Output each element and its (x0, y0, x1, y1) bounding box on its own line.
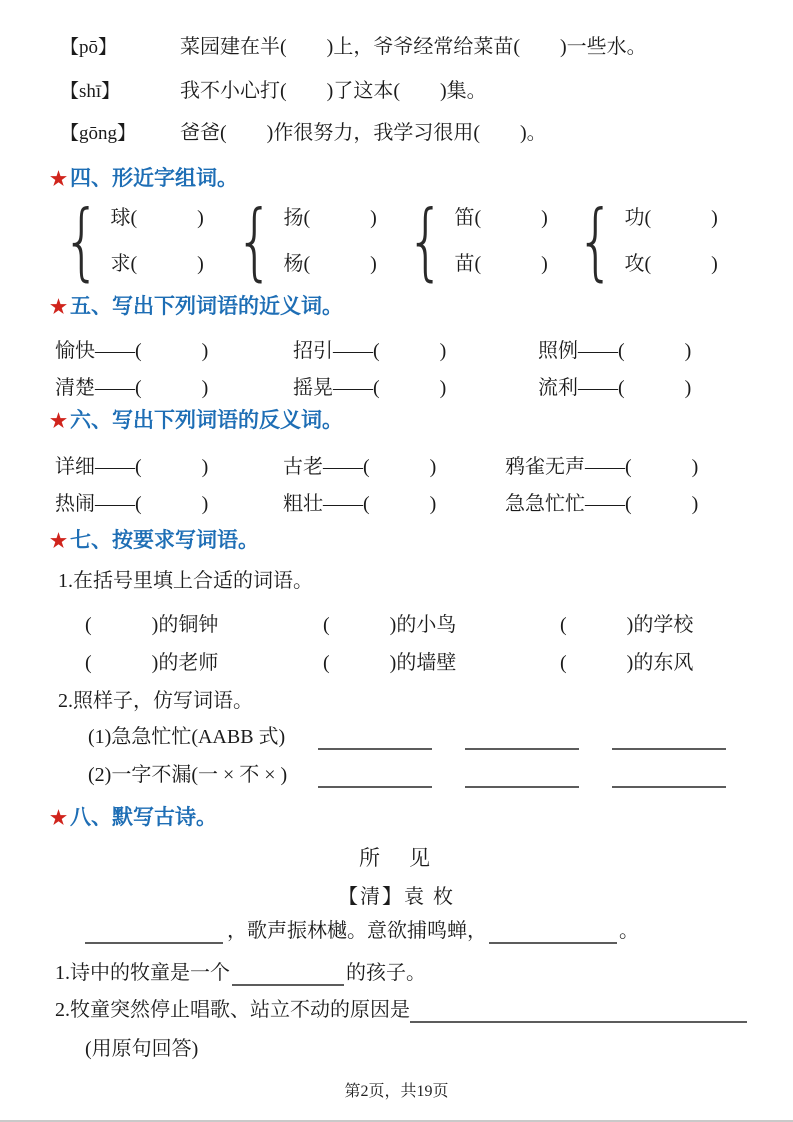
pinyin-item (60, 78, 487, 105)
poem-line-end: 。 (619, 920, 639, 942)
brace-group (55, 192, 204, 290)
pinyin-key: 【shī】 (60, 81, 121, 102)
poem-title: 所 见 (359, 846, 434, 870)
brace-icon: { (576, 192, 615, 290)
poem-line-text: ，歌声振林樾。意欲捕鸣蝉， (227, 920, 487, 942)
section-seven-heading (50, 524, 259, 554)
imitation-label: (1)急急忙忙(AABB 式) (88, 726, 286, 748)
section-four-title: 四、形近字组词。 (70, 166, 239, 190)
antonym-item: 详细——( ) (55, 456, 209, 478)
section-six-heading (50, 404, 343, 434)
star-icon: ★ (50, 808, 68, 829)
phrase-row (0, 608, 793, 636)
pinyin-item (60, 120, 547, 147)
brace-group-top: 球( ) (110, 207, 204, 229)
antonym-item: 鸦雀无声——( ) (505, 456, 699, 478)
synonym-item: 照例——( ) (538, 340, 692, 362)
pinyin-sentence: 我不小心打( )了这本( )集。 (180, 80, 487, 102)
word-imitation-row (88, 762, 748, 788)
brace-group (399, 192, 548, 290)
section-five-title: 五、写出下列词语的近义词。 (70, 294, 344, 318)
antonym-item: 粗壮——( ) (283, 493, 437, 515)
question-text: 2.牧童突然停止唱歌、站立不动的原因是 (55, 999, 410, 1021)
brace-group-bottom: 攻( ) (624, 253, 718, 275)
sub-question-label: 2.照样子，仿写词语。 (58, 690, 253, 712)
phrase-item: ( )的学校 (560, 614, 694, 636)
answer-blank (410, 1007, 747, 1023)
synonym-item: 清楚——( ) (55, 377, 209, 399)
section-seven-title: 七、按要求写词语。 (70, 528, 260, 552)
section-eight-title: 八、默写古诗。 (70, 805, 218, 829)
synonym-item: 摇晃——( ) (293, 377, 447, 399)
pinyin-item (60, 34, 647, 61)
phrase-item: ( )的铜钟 (85, 614, 219, 636)
phrase-item: ( )的墙壁 (323, 652, 457, 674)
synonym-row (0, 371, 793, 399)
answer-blank (465, 734, 579, 750)
question-text: 1.诗中的牧童是一个 (55, 962, 230, 984)
brace-group-top: 笛( ) (454, 207, 548, 229)
word-imitation-row (88, 724, 748, 750)
brace-group (228, 192, 377, 290)
section-five-heading (50, 290, 343, 320)
answer-blank (465, 772, 579, 788)
synonym-row (0, 334, 793, 362)
brace-icon: { (62, 192, 101, 290)
antonym-item: 热闹——( ) (55, 493, 209, 515)
section-eight-heading (50, 801, 217, 831)
phrase-row (0, 646, 793, 674)
star-icon: ★ (50, 297, 68, 318)
antonym-item: 急急忙忙——( ) (505, 493, 699, 515)
pinyin-sentence: 爸爸( )作很努力，我学习很用( )。 (180, 122, 547, 144)
brace-group-bottom: 杨( ) (283, 253, 377, 275)
answer-blank (232, 970, 344, 986)
synonym-item: 流利——( ) (538, 377, 692, 399)
answer-blank (85, 928, 223, 944)
answer-blank (612, 772, 726, 788)
section-six-title: 六、写出下列词语的反义词。 (70, 408, 344, 432)
star-icon: ★ (50, 411, 68, 432)
answer-blank (318, 734, 432, 750)
antonym-row (0, 487, 793, 515)
poem-question (55, 997, 747, 1023)
brace-icon: { (235, 192, 274, 290)
star-icon: ★ (50, 531, 68, 552)
pinyin-sentence: 菜园建在半( )上，爷爷经常给菜苗( )一些水。 (180, 36, 647, 58)
phrase-item: ( )的老师 (85, 652, 219, 674)
antonym-row (0, 450, 793, 478)
poem-question (55, 960, 426, 986)
brace-group (569, 192, 718, 290)
answer-blank (489, 928, 617, 944)
synonym-item: 愉快——( ) (55, 340, 209, 362)
answer-blank (612, 734, 726, 750)
phrase-item: ( )的小鸟 (323, 614, 457, 636)
page-indicator: 第2页，共19页 (344, 1083, 449, 1100)
brace-icon: { (406, 192, 445, 290)
question-text: 的孩子。 (346, 962, 426, 984)
brace-group-top: 功( ) (624, 207, 718, 229)
phrase-item: ( )的东风 (560, 652, 694, 674)
answer-blank (318, 772, 432, 788)
sub-question-label: 1.在括号里填上合适的词语。 (58, 570, 313, 592)
pinyin-key: 【pō】 (60, 37, 118, 58)
section-four-heading (50, 162, 238, 192)
question-note: (用原句回答) (85, 1038, 199, 1060)
brace-group-bottom: 苗( ) (454, 253, 548, 275)
antonym-item: 古老——( ) (283, 456, 437, 478)
star-icon: ★ (50, 169, 68, 190)
brace-group-bottom: 求( ) (110, 253, 204, 275)
poem-line (85, 918, 639, 944)
synonym-item: 招引——( ) (293, 340, 447, 362)
poem-author: 【清】袁 枚 (338, 886, 455, 908)
pinyin-key: 【gōng】 (60, 123, 137, 144)
imitation-label: (2)一字不漏(一 × 不 × ) (88, 764, 288, 786)
brace-group-top: 扬( ) (283, 207, 377, 229)
